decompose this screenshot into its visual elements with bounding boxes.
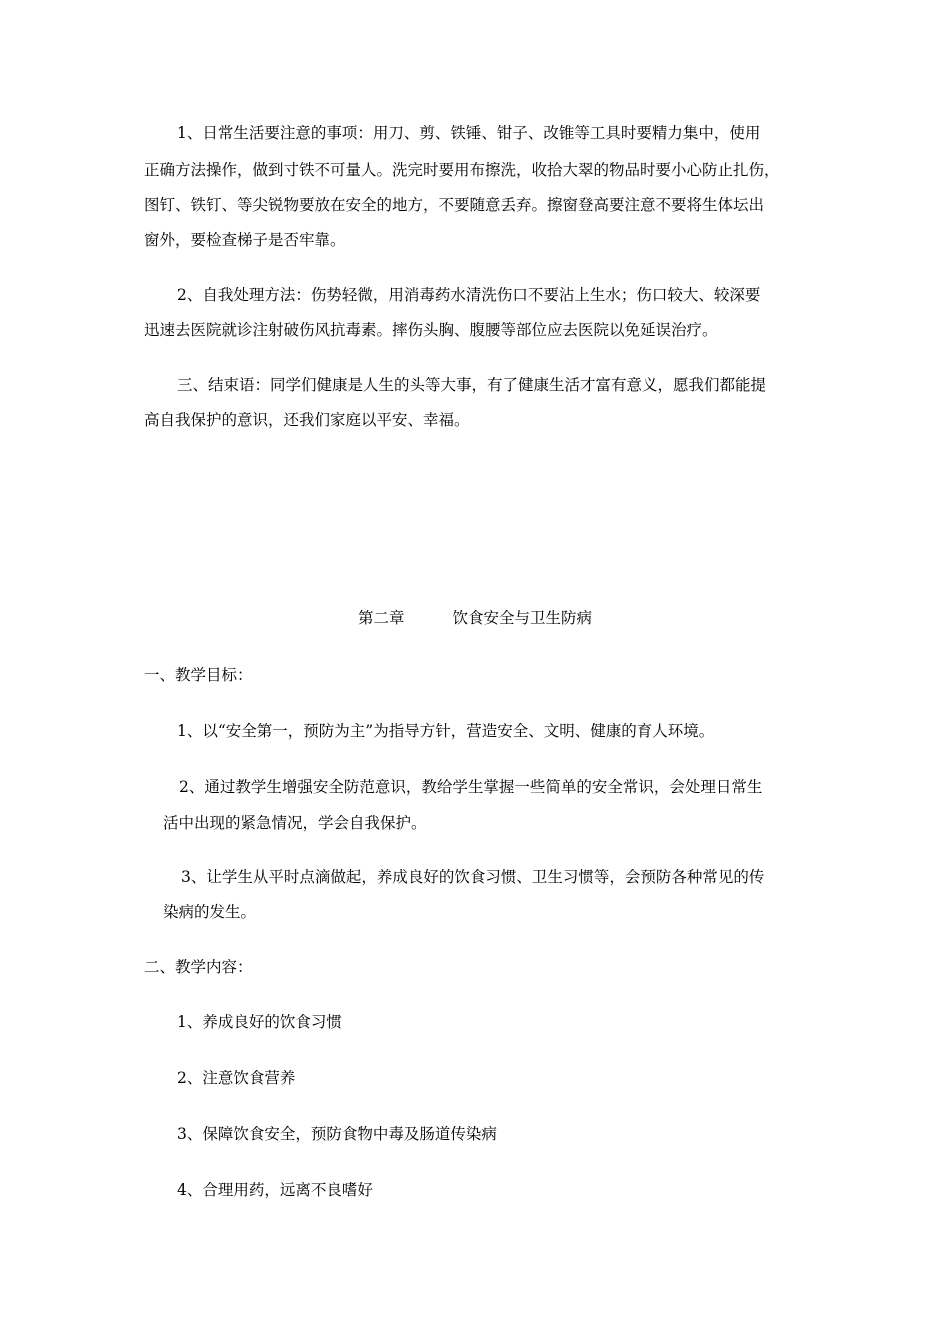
text-line: 2、自我处理方法：伤势轻微，用消毒药水清洗伤口不要沾上生水；伤口较大、较深要 <box>177 286 761 304</box>
content-item: 1、养成良好的饮食习惯 <box>177 1013 342 1031</box>
text-line: 正确方法操作，做到寸铁不可量人。洗完时要用布擦洗，收拾大翠的物品时要小心防止扎伤， <box>144 161 780 179</box>
text-line: 2、通过教学生增强安全防范意识，教给学生掌握一些简单的安全常识，会处理日常生 <box>179 778 763 796</box>
chapter-heading <box>0 603 950 633</box>
text-line: 窗外，要检查梯子是否牢靠。 <box>144 231 346 249</box>
section-heading-content: 二、教学内容： <box>144 958 253 976</box>
text-line: 三、结束语：同学们健康是人生的头等大事，有了健康生活才富有意义，愿我们都能提 <box>177 376 767 394</box>
text-line: 活中出现的紧急情况，学会自我保护。 <box>163 814 427 832</box>
text-line: 1、日常生活要注意的事项：用刀、剪、铁锤、钳子、改锥等工具时要精力集中，使用 <box>177 124 761 142</box>
text-line: 迅速去医院就诊注射破伤风抗毒素。摔伤头胸、腹腰等部位应去医院以免延误治疗。 <box>144 321 718 339</box>
text-line: 3、让学生从平时点滴做起，养成良好的饮食习惯、卫生习惯等，会预防各种常见的传 <box>181 868 765 886</box>
content-item: 3、保障饮食安全，预防食物中毒及肠道传染病 <box>177 1125 497 1143</box>
section-heading-goals: 一、教学目标： <box>144 666 253 684</box>
chapter-number: 第二章 <box>357 609 405 627</box>
content-item: 4、合理用药，远离不良嗜好 <box>177 1181 373 1199</box>
content-item: 2、注意饮食营养 <box>177 1069 296 1087</box>
text-line: 图钉、铁钉、等尖锐物要放在安全的地方，不要随意丢弃。擦窗登高要注意不要将生体坛出 <box>144 196 765 214</box>
goal-item-1: 1、以“安全第一，预防为主”为指导方针，营造安全、文明、健康的育人环境。 <box>177 722 715 740</box>
text-line: 高自我保护的意识，还我们家庭以平安、幸福。 <box>144 411 470 429</box>
chapter-title: 饮食安全与卫生防病 <box>452 609 593 627</box>
text-line: 染病的发生。 <box>163 903 257 921</box>
